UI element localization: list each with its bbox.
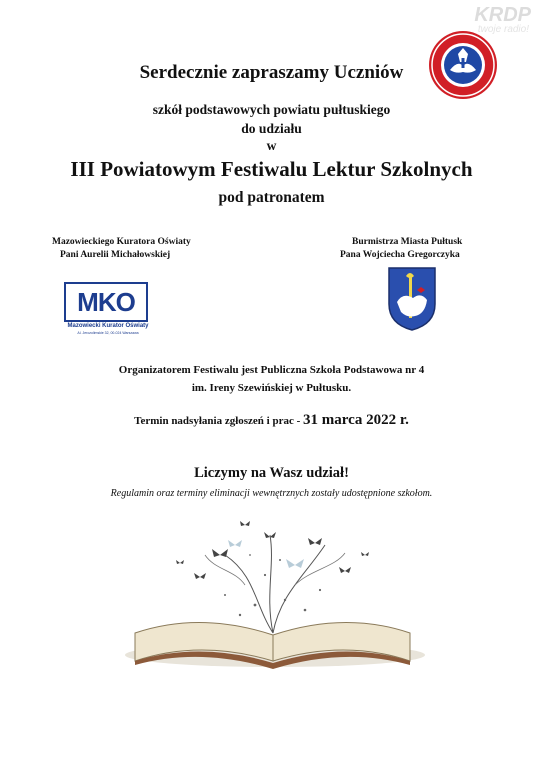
- watermark-tagline: twoje radio!: [477, 24, 529, 35]
- deadline-label: Termin nadsyłania zgłoszeń i prac -: [134, 415, 304, 427]
- mko-logo-letters: MKO: [77, 286, 135, 317]
- invitation-line-in: w: [266, 138, 277, 153]
- pultusk-coat-of-arms-icon: [387, 266, 437, 332]
- watermark-logo: KRDP: [474, 4, 531, 26]
- organizer-line-2: im. Ireny Szewińskiej w Pułtusku.: [191, 382, 352, 394]
- patron-kurator-name: Pani Aurelii Michałowskiej: [60, 250, 171, 260]
- deadline: [0, 412, 543, 429]
- patron-burmistrz: [340, 236, 490, 262]
- mko-logo: [64, 282, 149, 344]
- mko-logo-address: Al. Jerozolimskie 32, 00-024 Warszawa: [77, 331, 139, 335]
- festival-name: III Powiatowym Festiwalu Lektur Szkolnych: [70, 157, 473, 181]
- patron-kurator-title: Mazowieckiego Kuratora Oświaty: [52, 237, 191, 247]
- invitation-title: Serdecznie zapraszamy Uczniów: [139, 62, 404, 83]
- invitation-line-participation: do udziału: [241, 121, 302, 136]
- patron-kurator: [52, 236, 212, 262]
- closing-headline: Liczymy na Wasz udział!: [194, 465, 349, 481]
- deadline-date: 31 marca 2022 r.: [303, 412, 409, 428]
- mko-logo-box: [64, 282, 148, 322]
- invitation-subtitle: szkół podstawowych powiatu pułtuskiego: [152, 102, 391, 117]
- organizer-line-1: Organizatorem Festiwalu jest Publiczna Szkoła Podstawowa nr 4: [118, 364, 425, 376]
- mko-logo-caption: Mazowiecki Kurator Oświaty: [67, 323, 149, 329]
- patron-burmistrz-title: Burmistrza Miasta Pułtusk: [352, 237, 463, 247]
- rules-note: Regulamin oraz terminy eliminacji wewnętrznych zostały udostępnione szkołom.: [110, 488, 433, 499]
- patron-burmistrz-name: Pana Wojciecha Gregorczyka: [340, 250, 460, 260]
- open-book-butterflies-illustration: [105, 515, 440, 675]
- patronage-label: pod patronatem: [218, 189, 325, 206]
